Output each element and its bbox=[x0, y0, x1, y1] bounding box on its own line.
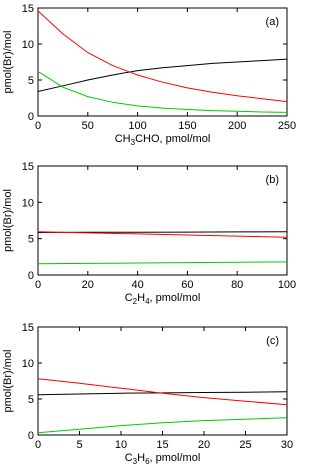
y-tick-label: 5 bbox=[27, 233, 34, 246]
x-axis-label-text: C bbox=[124, 292, 133, 304]
y-tick-label: 15 bbox=[21, 161, 34, 173]
x-axis-label bbox=[115, 133, 211, 147]
x-tick-label: 20 bbox=[81, 279, 94, 291]
x-axis-label bbox=[125, 292, 201, 306]
y-tick-label: 10 bbox=[21, 39, 34, 51]
panel-label: (b) bbox=[265, 174, 279, 186]
y-tick-label: 5 bbox=[27, 394, 34, 406]
y-tick-label: 10 bbox=[21, 358, 34, 370]
x-tick-label: 250 bbox=[277, 120, 297, 132]
x-tick-label: 30 bbox=[280, 439, 294, 451]
x-tick-label: 25 bbox=[239, 439, 252, 451]
series-line-3 bbox=[38, 418, 287, 433]
x-tick-label: 150 bbox=[178, 120, 197, 132]
series-line-3 bbox=[38, 71, 287, 112]
x-tick-label: 40 bbox=[131, 279, 144, 291]
x-axis-label-text: , pmol/mol bbox=[149, 452, 201, 464]
x-axis-label-subscript: 3 bbox=[130, 138, 136, 147]
x-tick-label: 80 bbox=[231, 279, 244, 291]
x-tick-label: 5 bbox=[76, 439, 83, 451]
x-axis-label-text: C bbox=[124, 452, 133, 464]
x-tick-label: 0 bbox=[34, 120, 42, 132]
x-tick-label: 100 bbox=[128, 120, 147, 132]
x-tick-label: 10 bbox=[114, 439, 128, 451]
x-axis-label-subscript: 3 bbox=[132, 457, 138, 466]
x-axis-label-subscript: 2 bbox=[132, 297, 138, 306]
chart-panel-2 bbox=[2, 161, 296, 306]
y-tick-label: 0 bbox=[27, 430, 34, 442]
x-axis-label-text: H bbox=[137, 452, 146, 464]
series-line-1 bbox=[38, 59, 287, 91]
y-tick-label: 15 bbox=[21, 3, 34, 15]
chart-panel-3 bbox=[2, 322, 293, 466]
x-axis-label-text: , pmol/mol bbox=[149, 292, 201, 304]
x-axis-label bbox=[125, 452, 201, 466]
x-tick-label: 60 bbox=[181, 279, 194, 291]
series-line-2 bbox=[38, 11, 287, 102]
plot-frame bbox=[38, 166, 287, 275]
x-axis-label-subscript: 4 bbox=[145, 297, 150, 306]
x-tick-label: 100 bbox=[277, 279, 297, 291]
x-tick-label: 0 bbox=[34, 439, 42, 451]
chart-panel-1 bbox=[2, 3, 296, 147]
y-tick-label: 10 bbox=[21, 197, 34, 210]
x-tick-label: 200 bbox=[228, 120, 247, 132]
y-axis-label: pmol(Br)/mol bbox=[2, 349, 14, 413]
x-axis-label-text: CHO, pmol/mol bbox=[135, 133, 211, 145]
x-axis-label-text: H bbox=[137, 292, 146, 304]
x-axis-label-subscript: 6 bbox=[145, 457, 150, 466]
y-tick-label: 0 bbox=[27, 111, 34, 123]
x-tick-label: 0 bbox=[34, 279, 42, 291]
x-tick-label: 15 bbox=[156, 439, 169, 451]
plot-frame bbox=[38, 8, 287, 116]
y-axis-label: pmol(Br)/mol bbox=[2, 30, 14, 94]
y-tick-label: 0 bbox=[27, 270, 34, 282]
panel-label: (c) bbox=[266, 335, 279, 347]
series-line-3 bbox=[38, 262, 287, 264]
x-tick-label: 50 bbox=[81, 120, 94, 132]
x-axis-label-text: CH bbox=[114, 133, 131, 145]
x-tick-label: 20 bbox=[197, 439, 211, 451]
panel-label: (a) bbox=[265, 16, 279, 28]
y-axis-label: pmol(Br)/mol bbox=[2, 189, 14, 252]
y-tick-label: 5 bbox=[27, 75, 34, 87]
y-tick-label: 15 bbox=[21, 322, 34, 334]
